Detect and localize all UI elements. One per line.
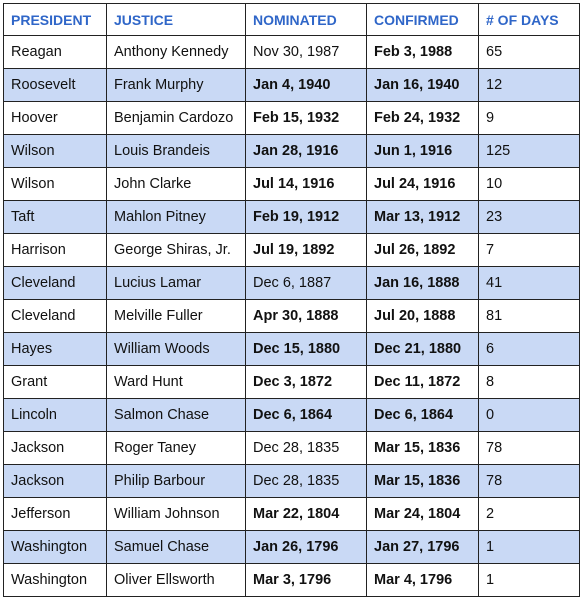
president-cell: Taft <box>4 201 107 234</box>
president-cell: Lincoln <box>4 399 107 432</box>
table-row <box>4 465 580 498</box>
justice-cell: Anthony Kennedy <box>107 36 246 69</box>
confirmed-cell: Mar 4, 1796 <box>367 564 479 597</box>
header-days: # OF DAYS <box>479 4 580 36</box>
days-cell: 125 <box>479 135 580 168</box>
days-cell: 78 <box>479 465 580 498</box>
president-cell: Washington <box>4 531 107 564</box>
table-row <box>4 498 580 531</box>
president-cell: Cleveland <box>4 300 107 333</box>
confirmed-cell: Jul 26, 1892 <box>367 234 479 267</box>
nominated-cell: Jan 4, 1940 <box>246 69 367 102</box>
nominated-cell: Dec 3, 1872 <box>246 366 367 399</box>
confirmed-cell: Jan 27, 1796 <box>367 531 479 564</box>
president-cell: Harrison <box>4 234 107 267</box>
table-row <box>4 135 580 168</box>
confirmed-cell: Jan 16, 1940 <box>367 69 479 102</box>
table-row <box>4 564 580 597</box>
days-cell: 6 <box>479 333 580 366</box>
nominated-cell: Nov 30, 1987 <box>246 36 367 69</box>
president-cell: Jefferson <box>4 498 107 531</box>
table-row <box>4 168 580 201</box>
table-row <box>4 399 580 432</box>
table-row <box>4 102 580 135</box>
days-cell: 78 <box>479 432 580 465</box>
confirmed-cell: Jul 24, 1916 <box>367 168 479 201</box>
nominated-cell: Apr 30, 1888 <box>246 300 367 333</box>
nominated-cell: Dec 6, 1864 <box>246 399 367 432</box>
table-body <box>4 36 580 597</box>
justice-cell: Philip Barbour <box>107 465 246 498</box>
days-cell: 81 <box>479 300 580 333</box>
table-row <box>4 300 580 333</box>
justice-cell: George Shiras, Jr. <box>107 234 246 267</box>
confirmed-cell: Feb 3, 1988 <box>367 36 479 69</box>
justice-cell: Salmon Chase <box>107 399 246 432</box>
header-row <box>4 4 580 36</box>
nominated-cell: Dec 6, 1887 <box>246 267 367 300</box>
president-cell: Hoover <box>4 102 107 135</box>
justice-cell: William Woods <box>107 333 246 366</box>
table-row <box>4 432 580 465</box>
nominated-cell: Mar 22, 1804 <box>246 498 367 531</box>
justice-cell: Roger Taney <box>107 432 246 465</box>
confirmed-cell: Mar 15, 1836 <box>367 432 479 465</box>
days-cell: 7 <box>479 234 580 267</box>
justice-cell: Ward Hunt <box>107 366 246 399</box>
justice-cell: Benjamin Cardozo <box>107 102 246 135</box>
justice-cell: Louis Brandeis <box>107 135 246 168</box>
days-cell: 9 <box>479 102 580 135</box>
justice-cell: John Clarke <box>107 168 246 201</box>
days-cell: 8 <box>479 366 580 399</box>
president-cell: Wilson <box>4 168 107 201</box>
days-cell: 1 <box>479 531 580 564</box>
president-cell: Washington <box>4 564 107 597</box>
table-row <box>4 366 580 399</box>
confirmed-cell: Jan 16, 1888 <box>367 267 479 300</box>
president-cell: Wilson <box>4 135 107 168</box>
confirmed-cell: Dec 6, 1864 <box>367 399 479 432</box>
days-cell: 41 <box>479 267 580 300</box>
confirmed-cell: Jul 20, 1888 <box>367 300 479 333</box>
nominated-cell: Jul 19, 1892 <box>246 234 367 267</box>
table-row <box>4 234 580 267</box>
table-row <box>4 69 580 102</box>
confirmed-cell: Dec 11, 1872 <box>367 366 479 399</box>
president-cell: Grant <box>4 366 107 399</box>
president-cell: Cleveland <box>4 267 107 300</box>
header-confirmed: CONFIRMED <box>367 4 479 36</box>
confirmed-cell: Dec 21, 1880 <box>367 333 479 366</box>
confirmed-cell: Mar 13, 1912 <box>367 201 479 234</box>
justice-cell: Lucius Lamar <box>107 267 246 300</box>
president-cell: Jackson <box>4 432 107 465</box>
days-cell: 12 <box>479 69 580 102</box>
nominated-cell: Dec 28, 1835 <box>246 465 367 498</box>
president-cell: Reagan <box>4 36 107 69</box>
nominated-cell: Dec 15, 1880 <box>246 333 367 366</box>
table-row <box>4 36 580 69</box>
table-row <box>4 201 580 234</box>
nominated-cell: Jan 26, 1796 <box>246 531 367 564</box>
header-nominated: NOMINATED <box>246 4 367 36</box>
president-cell: Jackson <box>4 465 107 498</box>
president-cell: Hayes <box>4 333 107 366</box>
nominated-cell: Mar 3, 1796 <box>246 564 367 597</box>
justice-cell: Oliver Ellsworth <box>107 564 246 597</box>
days-cell: 65 <box>479 36 580 69</box>
days-cell: 10 <box>479 168 580 201</box>
nominated-cell: Dec 28, 1835 <box>246 432 367 465</box>
nominated-cell: Jul 14, 1916 <box>246 168 367 201</box>
header-justice: JUSTICE <box>107 4 246 36</box>
confirmed-cell: Feb 24, 1932 <box>367 102 479 135</box>
days-cell: 2 <box>479 498 580 531</box>
confirmed-cell: Mar 24, 1804 <box>367 498 479 531</box>
justice-cell: William Johnson <box>107 498 246 531</box>
days-cell: 23 <box>479 201 580 234</box>
days-cell: 0 <box>479 399 580 432</box>
table-row <box>4 333 580 366</box>
justice-cell: Mahlon Pitney <box>107 201 246 234</box>
justices-table <box>3 3 580 597</box>
nominated-cell: Feb 15, 1932 <box>246 102 367 135</box>
nominated-cell: Feb 19, 1912 <box>246 201 367 234</box>
table-row <box>4 267 580 300</box>
confirmed-cell: Mar 15, 1836 <box>367 465 479 498</box>
table-header <box>4 4 580 36</box>
header-president: PRESIDENT <box>4 4 107 36</box>
confirmed-cell: Jun 1, 1916 <box>367 135 479 168</box>
table-row <box>4 531 580 564</box>
days-cell: 1 <box>479 564 580 597</box>
president-cell: Roosevelt <box>4 69 107 102</box>
justice-cell: Frank Murphy <box>107 69 246 102</box>
justice-cell: Samuel Chase <box>107 531 246 564</box>
justice-cell: Melville Fuller <box>107 300 246 333</box>
nominated-cell: Jan 28, 1916 <box>246 135 367 168</box>
